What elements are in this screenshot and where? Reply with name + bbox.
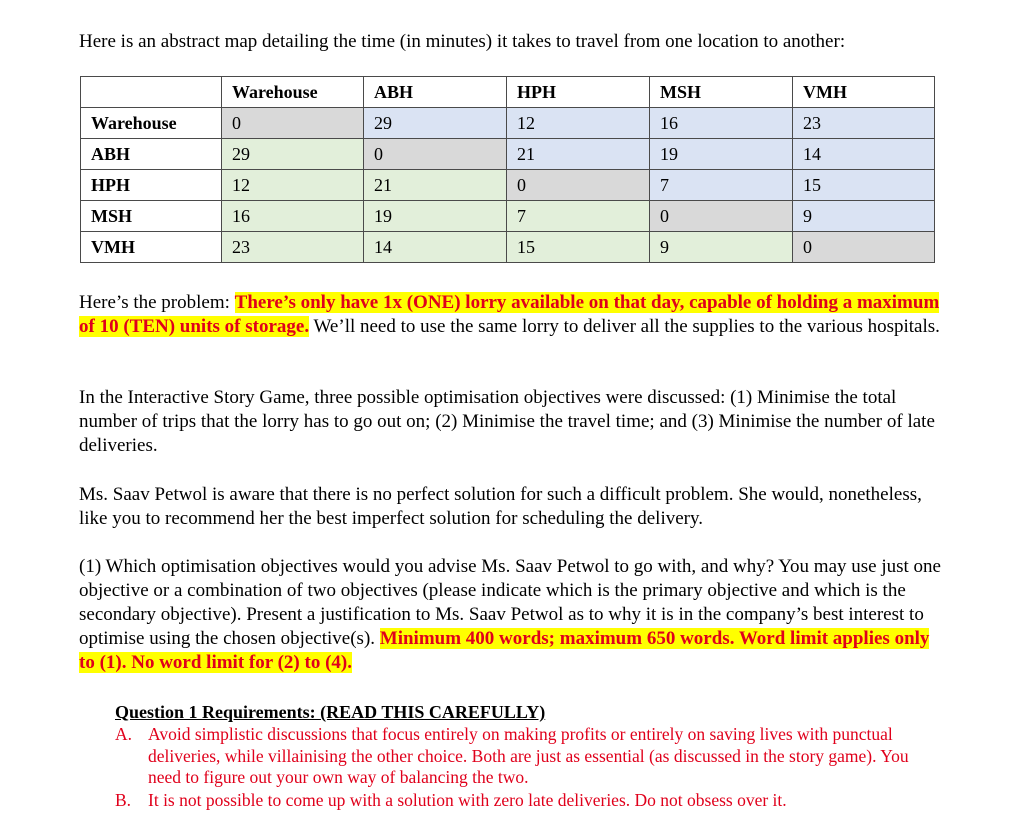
table-header-cell: ABH: [364, 77, 507, 108]
table-cell: 0: [507, 170, 650, 201]
table-cell: 9: [650, 232, 793, 263]
row-label: MSH: [81, 201, 222, 232]
requirement-letter: A.: [115, 724, 133, 744]
table-cell: 16: [222, 201, 364, 232]
table-cell: 7: [650, 170, 793, 201]
row-label: HPH: [81, 170, 222, 201]
objectives-paragraph: In the Interactive Story Game, three possible optimisation objectives were discussed: (1) Minimise the total number of trips that the lorry has to go out on; (2) Minimise the travel time; and (3) Minimise the number of late deliveries.: [79, 387, 935, 456]
requirement-letter: B.: [115, 790, 132, 810]
petwol-paragraph: Ms. Saav Petwol is aware that there is no perfect solution for such a difficult problem. She would, nonetheless, like you to recommend her the best imperfect solution for scheduling the delivery.: [79, 484, 922, 529]
travel-time-table: [80, 76, 935, 263]
table-cell: 14: [793, 139, 935, 170]
table-cell: 29: [222, 139, 364, 170]
table-cell: 16: [650, 108, 793, 139]
requirement-text: Avoid simplistic discussions that focus entirely on making profits or entirely on saving lives with punctual deliveries, while villainising the other choice. Both are just as essential (as discussed in the story game). You need to figure out your own way of balancing the two.: [148, 724, 909, 787]
table-cell: 19: [364, 201, 507, 232]
table-cell: 12: [222, 170, 364, 201]
problem-highlight: There’s only have 1x (ONE) lorry available on that day, capable of holding a maximum of 10 (TEN) units of storage.: [79, 292, 940, 337]
requirement-item: [115, 790, 915, 812]
table-cell: 7: [507, 201, 650, 232]
table-cell: 15: [793, 170, 935, 201]
table-header-cell: [81, 77, 222, 108]
requirement-item: [115, 724, 915, 789]
table-cell: 9: [793, 201, 935, 232]
table-header-cell: Warehouse: [222, 77, 364, 108]
question-paragraph: [79, 555, 949, 675]
row-label: ABH: [81, 139, 222, 170]
table-cell: 15: [507, 232, 650, 263]
table-cell: 0: [364, 139, 507, 170]
question-text: (1) Which optimisation objectives would you advise Ms. Saav Petwol to go with, and why? You may use just one objective or a combination of two objectives (please indicate which is the primary objective and which is the secondary objective). Present a justification to Ms. Saav Petwol as to why it is in the company’s best interest to optimise using the chosen objective(s).: [79, 556, 941, 649]
table-cell: 21: [364, 170, 507, 201]
table-cell: 12: [507, 108, 650, 139]
table-cell: 21: [507, 139, 650, 170]
table-row: [81, 108, 935, 139]
table-row: [81, 232, 935, 263]
requirements-title: Question 1 Requirements: (READ THIS CAREFULLY): [115, 702, 546, 722]
row-label: VMH: [81, 232, 222, 263]
problem-lead: Here’s the problem:: [79, 292, 235, 313]
table-cell: 14: [364, 232, 507, 263]
table-header-cell: VMH: [793, 77, 935, 108]
table-cell: 23: [222, 232, 364, 263]
table-row: [81, 201, 935, 232]
table-row: [81, 139, 935, 170]
table-cell: 0: [222, 108, 364, 139]
table-header-cell: MSH: [650, 77, 793, 108]
table-cell: 19: [650, 139, 793, 170]
requirement-text: It is not possible to come up with a solution with zero late deliveries. Do not obsess over it.: [148, 790, 787, 810]
row-label: Warehouse: [81, 108, 222, 139]
table-row: [81, 170, 935, 201]
intro-text: Here is an abstract map detailing the time (in minutes) it takes to travel from one location to another:: [79, 31, 846, 52]
word-limit-highlight: Minimum 400 words; maximum 650 words. Word limit applies only to (1). No word limit for (2) to (4).: [79, 628, 930, 673]
table-cell: 29: [364, 108, 507, 139]
table-cell: 23: [793, 108, 935, 139]
table-header-cell: HPH: [507, 77, 650, 108]
table-header-row: [81, 77, 935, 108]
table-cell: 0: [793, 232, 935, 263]
table-cell: 0: [650, 201, 793, 232]
problem-paragraph: [79, 291, 949, 339]
problem-rest: We’ll need to use the same lorry to deliver all the supplies to the various hospitals.: [309, 316, 940, 337]
